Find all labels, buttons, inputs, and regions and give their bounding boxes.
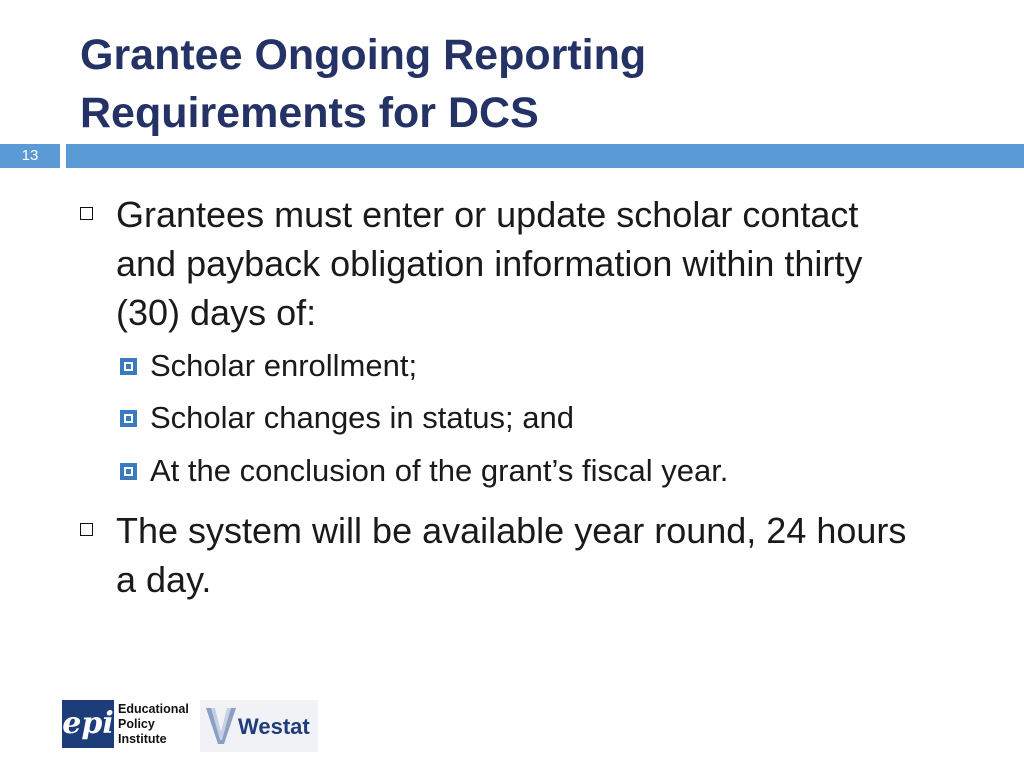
sub-bullet-1 (120, 346, 980, 386)
square-bullet-icon (120, 410, 137, 427)
hollow-square-bullet-icon (80, 523, 93, 536)
sub-bullet-2 (120, 398, 980, 438)
sub-bullet-3-text: At the conclusion of the grant’s fiscal year. (150, 453, 729, 488)
title-underline-bar (66, 144, 1024, 168)
epi-logo-mark: epi (62, 700, 114, 748)
title-line-2: Requirements for DCS (80, 89, 539, 137)
square-bullet-icon (120, 463, 137, 480)
bullet-2-text (116, 506, 980, 604)
westat-v-icon (206, 706, 236, 746)
bullet-1 (80, 190, 980, 337)
epi-line-2: Policy (118, 717, 155, 731)
bullet-1-text (116, 190, 980, 337)
bullet-1-line-3: (30) days of: (116, 292, 317, 333)
square-bullet-icon (120, 358, 137, 375)
slide-number: 13 (0, 144, 60, 168)
bullet-2-line-1: The system will be available year round, 24 hours (116, 510, 907, 551)
epi-logo-text (118, 702, 189, 747)
footer-logos (62, 700, 322, 752)
hollow-square-bullet-icon (80, 207, 93, 220)
bullet-1-line-2: and payback obligation information within thirty (116, 243, 863, 284)
slide-title (80, 26, 980, 142)
sub-bullet-3 (120, 451, 980, 491)
title-line-1: Grantee Ongoing Reporting (80, 31, 647, 79)
bullet-2-line-2: a day. (116, 559, 212, 600)
bullet-2 (80, 506, 980, 604)
epi-line-3: Institute (118, 732, 167, 746)
westat-logo (200, 700, 318, 752)
sub-bullet-2-text: Scholar changes in status; and (150, 400, 574, 435)
epi-line-1: Educational (118, 702, 189, 716)
bullet-1-line-1: Grantees must enter or update scholar contact (116, 194, 859, 235)
westat-logo-text: Westat (238, 714, 310, 739)
sub-bullet-1-text: Scholar enrollment; (150, 348, 418, 383)
